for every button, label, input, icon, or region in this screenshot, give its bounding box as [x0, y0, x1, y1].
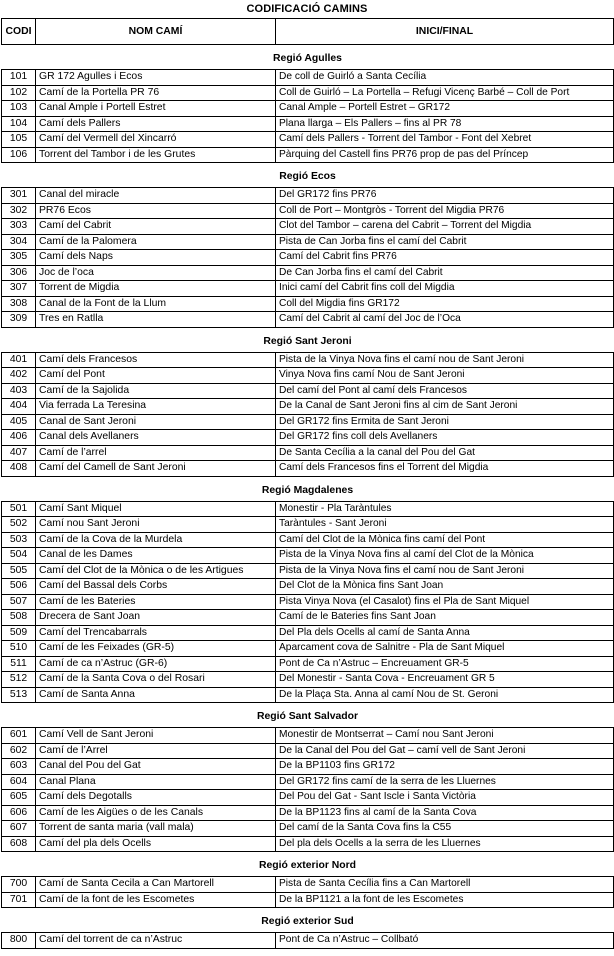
trail-range-cell: De la Canal del Pou del Gat – camí vell de Sant Jeroni — [276, 743, 614, 759]
table-row — [2, 805, 614, 821]
table-row — [2, 219, 614, 235]
table-row — [2, 265, 614, 281]
trail-name-cell: GR 172 Agulles i Ecos — [36, 70, 276, 86]
region-header-row — [2, 481, 614, 502]
table-row — [2, 281, 614, 297]
trail-range-cell: Pont de Ca n’Astruc – Collbató — [276, 933, 614, 949]
trail-name-cell: Canal de Sant Jeroni — [36, 414, 276, 430]
region-title: Regió exterior Sud — [261, 916, 354, 927]
trail-range-cell: De coll de Guirló a Santa Cecília — [276, 70, 614, 86]
trail-code-cell: 404 — [2, 399, 36, 415]
table-row — [2, 101, 614, 117]
trail-name-cell: Camí nou Sant Jeroni — [36, 517, 276, 533]
table-row — [2, 610, 614, 626]
table-row — [2, 517, 614, 533]
table-row — [2, 399, 614, 415]
trail-code-cell: 604 — [2, 774, 36, 790]
trail-name-cell: Canal Plana — [36, 774, 276, 790]
region-header-row — [2, 912, 614, 933]
trail-code-cell: 105 — [2, 132, 36, 148]
trail-code-cell: 101 — [2, 70, 36, 86]
document-title: CODIFICACIÓ CAMINS — [246, 3, 368, 15]
trail-code-cell: 303 — [2, 219, 36, 235]
trail-range-cell: Pista de la Vinya Nova fins el camí nou de Sant Jeroni — [276, 352, 614, 368]
region-header-row — [2, 332, 614, 353]
trail-code-cell: 509 — [2, 625, 36, 641]
trail-range-cell: Coll de Guirló – La Portella – Refugi Vicenç Barbé – Coll de Port — [276, 85, 614, 101]
region-header-row — [2, 856, 614, 877]
trail-name-cell: Camí Vell de Sant Jeroni — [36, 728, 276, 744]
trail-range-cell: Camí del Cabrit fins PR76 — [276, 250, 614, 266]
table-row — [2, 594, 614, 610]
table-row — [2, 532, 614, 548]
trail-name-cell: Camí de Santa Cecila a Can Martorell — [36, 877, 276, 893]
trail-code-cell: 701 — [2, 892, 36, 908]
trail-name-cell: Camí de la Palomera — [36, 234, 276, 250]
table-row — [2, 296, 614, 312]
trail-range-cell: Aparcament cova de Salnitre - Pla de Sant Miquel — [276, 641, 614, 657]
trail-name-cell: Via ferrada La Teresina — [36, 399, 276, 415]
table-row — [2, 501, 614, 517]
table-row — [2, 147, 614, 163]
table-row — [2, 743, 614, 759]
table-row — [2, 579, 614, 595]
trail-code-cell: 507 — [2, 594, 36, 610]
table-row — [2, 70, 614, 86]
trail-range-cell: Pista de la Vinya Nova fins el camí nou de Sant Jeroni — [276, 563, 614, 579]
trail-range-cell: Del camí del Pont al camí dels Francesos — [276, 383, 614, 399]
trail-code-cell: 104 — [2, 116, 36, 132]
trail-code-cell: 402 — [2, 368, 36, 384]
trail-name-cell: Camí del Cabrit — [36, 219, 276, 235]
trail-code-cell: 503 — [2, 532, 36, 548]
trail-code-cell: 510 — [2, 641, 36, 657]
trail-range-cell: Plana llarga – Els Pallers – fins al PR 78 — [276, 116, 614, 132]
trail-range-cell: Clot del Tambor – carena del Cabrit – Torrent del Migdia — [276, 219, 614, 235]
trail-code-cell: 513 — [2, 687, 36, 703]
trail-code-cell: 505 — [2, 563, 36, 579]
trail-range-cell: Del GR172 fins PR76 — [276, 188, 614, 204]
trail-code-cell: 603 — [2, 759, 36, 775]
table-row — [2, 656, 614, 672]
table-row — [2, 461, 614, 477]
trail-name-cell: Canal Ample i Portell Estret — [36, 101, 276, 117]
table-row — [2, 790, 614, 806]
table-row — [2, 759, 614, 775]
trail-code-cell: 407 — [2, 445, 36, 461]
trail-code-cell: 606 — [2, 805, 36, 821]
trail-range-cell: Taràntules - Sant Jeroni — [276, 517, 614, 533]
trail-range-cell: Pont de Ca n’Astruc – Encreuament GR-5 — [276, 656, 614, 672]
region-header-row — [2, 49, 614, 70]
trail-range-cell: Camí de le Bateries fins Sant Joan — [276, 610, 614, 626]
table-row — [2, 892, 614, 908]
trail-name-cell: Camí de l’arrel — [36, 445, 276, 461]
trail-code-cell: 512 — [2, 672, 36, 688]
column-header-range: INICI/FINAL — [276, 19, 614, 45]
region-title: Regió Sant Salvador — [256, 711, 359, 722]
trail-range-cell: Del pla dels Ocells a la serra de les Lluernes — [276, 836, 614, 852]
trail-code-cell: 304 — [2, 234, 36, 250]
trail-range-cell: De la BP1103 fins GR172 — [276, 759, 614, 775]
trail-code-cell: 405 — [2, 414, 36, 430]
trail-name-cell: Torrent de Migdia — [36, 281, 276, 297]
trail-range-cell: De la BP1123 fins al camí de la Santa Cova — [276, 805, 614, 821]
trail-range-cell: De la Plaça Sta. Anna al camí Nou de St. Geroni — [276, 687, 614, 703]
header-row — [2, 19, 614, 45]
trail-name-cell: Tres en Ratlla — [36, 312, 276, 328]
trails-table — [1, 18, 614, 949]
table-row — [2, 933, 614, 949]
trail-code-cell: 403 — [2, 383, 36, 399]
trail-name-cell: Camí de la Sajolida — [36, 383, 276, 399]
trail-name-cell: Camí de l’Arrel — [36, 743, 276, 759]
trail-code-cell: 308 — [2, 296, 36, 312]
trail-range-cell: Del Pou del Gat - Sant Iscle i Santa Victòria — [276, 790, 614, 806]
trail-range-cell: De la Canal de Sant Jeroni fins al cim de Sant Jeroni — [276, 399, 614, 415]
trail-range-cell: Pista Vinya Nova (el Casalot) fins el Pla de Sant Miquel — [276, 594, 614, 610]
table-row — [2, 430, 614, 446]
trail-name-cell: Canal del miracle — [36, 188, 276, 204]
trail-name-cell: Camí de les Feixades (GR-5) — [36, 641, 276, 657]
trail-code-cell: 406 — [2, 430, 36, 446]
region-title: Regió Ecos — [279, 171, 336, 182]
trail-name-cell: Camí del torrent de ca n’Astruc — [36, 933, 276, 949]
table-row — [2, 203, 614, 219]
table-row — [2, 188, 614, 204]
trail-name-cell: Camí de la Cova de la Murdela — [36, 532, 276, 548]
trail-code-cell: 102 — [2, 85, 36, 101]
trail-range-cell: Camí dels Francesos fins el Torrent del Migdia — [276, 461, 614, 477]
trail-range-cell: Monestir - Pla Taràntules — [276, 501, 614, 517]
region-title: Regió Sant Jeroni — [263, 335, 352, 347]
table-row — [2, 877, 614, 893]
trail-name-cell: Canal dels Avellaners — [36, 430, 276, 446]
table-row — [2, 352, 614, 368]
trail-name-cell: Camí dels Degotalls — [36, 790, 276, 806]
trail-name-cell: Camí dels Naps — [36, 250, 276, 266]
trail-range-cell: Del Clot de la Mònica fins Sant Joan — [276, 579, 614, 595]
trail-range-cell: Inici camí del Cabrit fins coll del Migdia — [276, 281, 614, 297]
table-row — [2, 132, 614, 148]
trail-code-cell: 605 — [2, 790, 36, 806]
column-header-code: CODI — [2, 19, 36, 45]
trail-code-cell: 106 — [2, 147, 36, 163]
trail-name-cell: Camí de les Bateries — [36, 594, 276, 610]
trail-name-cell: Torrent del Tambor i de les Grutes — [36, 147, 276, 163]
table-row — [2, 368, 614, 384]
trail-name-cell: Joc de l’oca — [36, 265, 276, 281]
trail-code-cell: 306 — [2, 265, 36, 281]
trail-name-cell: Camí de les Aigües o de les Canals — [36, 805, 276, 821]
trail-code-cell: 307 — [2, 281, 36, 297]
trail-range-cell: Del Pla dels Ocells al camí de Santa Anna — [276, 625, 614, 641]
trail-name-cell: Camí del pla dels Ocells — [36, 836, 276, 852]
table-row — [2, 116, 614, 132]
table-row — [2, 548, 614, 564]
table-row — [2, 312, 614, 328]
trail-code-cell: 607 — [2, 821, 36, 837]
trail-range-cell: Pàrquing del Castell fins PR76 prop de pas del Príncep — [276, 147, 614, 163]
table-row — [2, 234, 614, 250]
trail-range-cell: Camí del Cabrit al camí del Joc de l’Oca — [276, 312, 614, 328]
table-row — [2, 250, 614, 266]
table-row — [2, 445, 614, 461]
trail-name-cell: Torrent de santa maria (vall mala) — [36, 821, 276, 837]
trail-range-cell: Pista de Santa Cecília fins a Can Martorell — [276, 877, 614, 893]
trail-name-cell: Camí de la Santa Cova o del Rosari — [36, 672, 276, 688]
trail-code-cell: 800 — [2, 933, 36, 949]
trail-range-cell: De la BP1121 a la font de les Escometes — [276, 892, 614, 908]
trail-name-cell: Canal de la Font de la Llum — [36, 296, 276, 312]
table-row — [2, 383, 614, 399]
trail-range-cell: Del GR172 fins coll dels Avellaners — [276, 430, 614, 446]
trail-code-cell: 504 — [2, 548, 36, 564]
region-title: Regió Agulles — [273, 53, 342, 64]
trail-code-cell: 700 — [2, 877, 36, 893]
trail-name-cell: Canal del Pou del Gat — [36, 759, 276, 775]
trail-range-cell: De Can Jorba fins el camí del Cabrit — [276, 265, 614, 281]
trail-range-cell: De Santa Cecília a la canal del Pou del Gat — [276, 445, 614, 461]
trail-code-cell: 511 — [2, 656, 36, 672]
table-body — [2, 45, 614, 949]
table-row — [2, 672, 614, 688]
trail-range-cell: Monestir de Montserrat – Camí nou Sant Jeroni — [276, 728, 614, 744]
trail-name-cell: Camí de ca n’Astruc (GR-6) — [36, 656, 276, 672]
trail-name-cell: Camí Sant Miquel — [36, 501, 276, 517]
trail-range-cell: Camí dels Pallers - Torrent del Tambor - Font del Xebret — [276, 132, 614, 148]
trail-code-cell: 302 — [2, 203, 36, 219]
table-row — [2, 563, 614, 579]
table-row — [2, 625, 614, 641]
trail-code-cell: 608 — [2, 836, 36, 852]
trail-code-cell: 301 — [2, 188, 36, 204]
trail-name-cell: Camí dels Francesos — [36, 352, 276, 368]
trail-code-cell: 506 — [2, 579, 36, 595]
trail-name-cell: Camí del Camell de Sant Jeroni — [36, 461, 276, 477]
trail-code-cell: 305 — [2, 250, 36, 266]
region-header-row — [2, 167, 614, 188]
table-row — [2, 821, 614, 837]
table-row — [2, 728, 614, 744]
table-row — [2, 414, 614, 430]
trail-name-cell: Camí de la Portella PR 76 — [36, 85, 276, 101]
table-row — [2, 85, 614, 101]
trail-range-cell: Canal Ample – Portell Estret – GR172 — [276, 101, 614, 117]
trail-name-cell: Camí dels Pallers — [36, 116, 276, 132]
trail-range-cell: Pista de Can Jorba fins el camí del Cabrit — [276, 234, 614, 250]
trail-code-cell: 309 — [2, 312, 36, 328]
trail-name-cell: Camí del Pont — [36, 368, 276, 384]
trail-name-cell: Camí del Trencabarrals — [36, 625, 276, 641]
trail-code-cell: 501 — [2, 501, 36, 517]
trail-code-cell: 508 — [2, 610, 36, 626]
region-title: Regió exterior Nord — [259, 860, 356, 871]
trail-name-cell: PR76 Ecos — [36, 203, 276, 219]
trail-code-cell: 601 — [2, 728, 36, 744]
table-row — [2, 836, 614, 852]
trail-range-cell: Del GR172 fins camí de la serra de les Lluernes — [276, 774, 614, 790]
trail-code-cell: 408 — [2, 461, 36, 477]
region-title: Regió Magdalenes — [261, 484, 354, 496]
trail-code-cell: 103 — [2, 101, 36, 117]
region-header-row — [2, 707, 614, 728]
trail-range-cell: Del camí de la Santa Cova fins la C55 — [276, 821, 614, 837]
trail-code-cell: 502 — [2, 517, 36, 533]
trail-range-cell: Coll del Migdia fins GR172 — [276, 296, 614, 312]
trail-range-cell: Pista de la Vinya Nova fins al camí del Clot de la Mònica — [276, 548, 614, 564]
column-header-name: NOM CAMÍ — [36, 19, 276, 45]
trail-range-cell: Vinya Nova fins camí Nou de Sant Jeroni — [276, 368, 614, 384]
trail-name-cell: Camí del Vermell del Xincarró — [36, 132, 276, 148]
trail-range-cell: Camí del Clot de la Mònica fins camí del Pont — [276, 532, 614, 548]
trail-range-cell: Del Monestir - Santa Cova - Encreuament GR 5 — [276, 672, 614, 688]
trail-range-cell: Del GR172 fins Ermita de Sant Jeroni — [276, 414, 614, 430]
trail-code-cell: 401 — [2, 352, 36, 368]
table-row — [2, 774, 614, 790]
table-row — [2, 687, 614, 703]
trail-name-cell: Canal de les Dames — [36, 548, 276, 564]
trail-name-cell: Camí del Bassal dels Corbs — [36, 579, 276, 595]
trail-name-cell: Camí de Santa Anna — [36, 687, 276, 703]
trail-code-cell: 602 — [2, 743, 36, 759]
trail-name-cell: Camí del Clot de la Mònica o de les Artigues — [36, 563, 276, 579]
table-row — [2, 641, 614, 657]
trail-name-cell: Camí de la font de les Escometes — [36, 892, 276, 908]
trail-range-cell: Coll de Port – Montgròs - Torrent del Migdia PR76 — [276, 203, 614, 219]
trail-name-cell: Drecera de Sant Joan — [36, 610, 276, 626]
